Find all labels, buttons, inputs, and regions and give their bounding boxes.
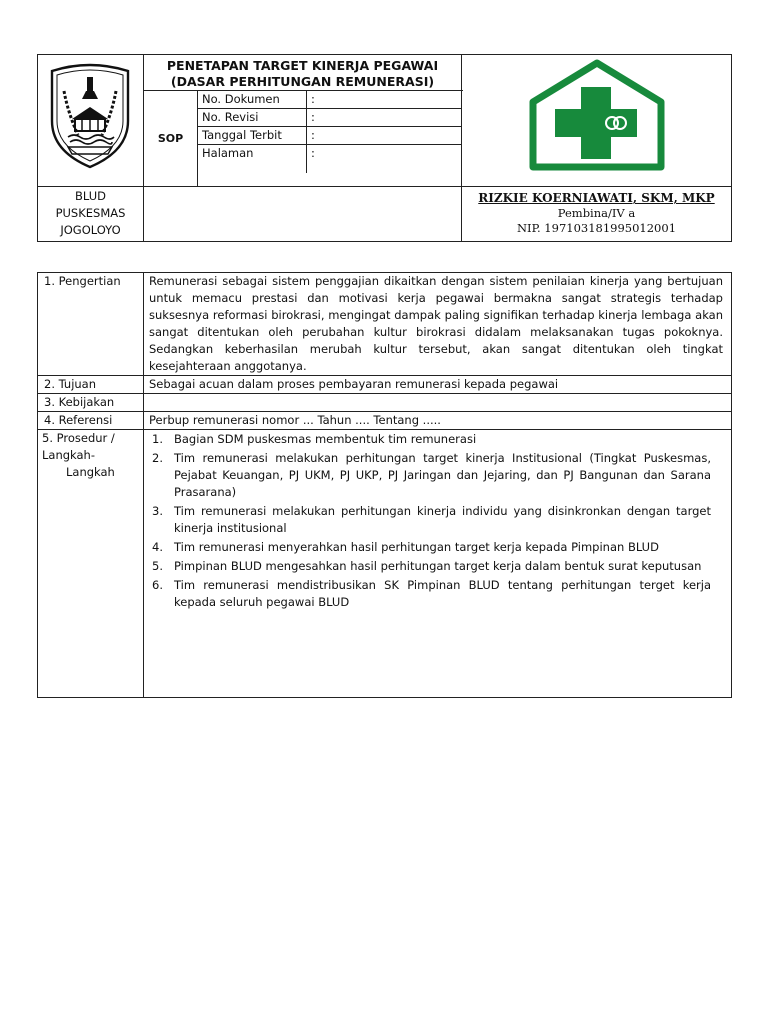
section-label: 3. Kebijakan (38, 394, 144, 412)
document-title-line1: PENETAPAN TARGET KINERJA PEGAWAI (166, 58, 439, 73)
right-logo-cell (462, 55, 732, 187)
step-text: Tim remunerasi melakukan perhitungan kinerja individu yang disinkronkan dengan target kinerja institusional (174, 504, 711, 535)
signatory-name: RIZKIE KOERNIAWATI, SKM, MKP (478, 191, 715, 206)
step-number: 1. (152, 432, 163, 446)
row-referensi (38, 412, 732, 430)
list-item (152, 558, 711, 575)
section-label (38, 430, 144, 698)
list-item (152, 450, 711, 501)
document-title-line2: (DASAR PERHITUNGAN REMUNERASI) (170, 74, 435, 89)
meta-value: : (307, 109, 462, 127)
row-pengertian (38, 273, 732, 376)
meta-label: No. Revisi (198, 109, 307, 127)
sop-content-table (37, 272, 732, 698)
meta-value: : (307, 91, 462, 109)
section-text: Sebagai acuan dalam proses pembayaran remunerasi kepada pegawai (144, 376, 732, 394)
meta-label: Halaman (198, 145, 307, 174)
row-prosedur (38, 430, 732, 698)
section-label: 2. Tujuan (38, 376, 144, 394)
section-text: Perbup remunerasi nomor ... Tahun .... Tentang ..... (144, 412, 732, 430)
step-number: 4. (152, 540, 163, 554)
sop-label: SOP (144, 91, 198, 187)
document-meta-table (198, 91, 461, 173)
org-line: JOGOLOYO (60, 223, 121, 238)
meta-row-no-dokumen (198, 91, 461, 109)
procedure-steps-list (144, 430, 731, 611)
list-item (152, 503, 711, 537)
meta-label: Tanggal Terbit (198, 127, 307, 145)
blank-cell (144, 186, 462, 241)
signatory-cell (462, 186, 732, 241)
puskesmas-cross-house-icon (462, 55, 730, 176)
step-text: Tim remunerasi menyerahkan hasil perhitungan target kerja kepada Pimpinan BLUD (174, 540, 659, 554)
section-text (144, 394, 732, 412)
list-item (152, 539, 711, 556)
meta-row-no-revisi (198, 109, 461, 127)
meta-row-halaman (198, 145, 461, 174)
org-line: BLUD (75, 189, 106, 204)
meta-label: No. Dokumen (198, 91, 307, 109)
step-text: Bagian SDM puskesmas membentuk tim remunerasi (174, 432, 477, 446)
jombang-regency-seal-icon (38, 55, 142, 176)
organization-cell (38, 186, 144, 241)
document-title-cell (144, 55, 462, 91)
step-text: Tim remunerasi melakukan perhitungan target kinerja Institusional (Tingkat Puskesmas, Pejabat Keuangan, PJ UKM, PJ UKP, PJ Jaringan dan Jejaring, dan PJ Bangunan dan Sarana Prasarana) (174, 451, 711, 499)
prosedur-label-line3: Langkah (66, 465, 115, 479)
step-number: 3. (152, 504, 163, 518)
meta-value: : (307, 145, 462, 174)
prosedur-steps-cell (144, 430, 732, 698)
section-text: Remunerasi sebagai sistem penggajian dikaitkan dengan sistem penilaian kinerja yang bertujuan untuk memacu prestasi dan motivasi kerja pegawai bermakna sangat strategis terhadap suksesnya reformasi birokrasi, mengingat dampak paling signifikan terhadap kinerja lembaga akan sangat ditentukan oleh perubahan kultur birokrasi didalam melaksanakan tugas pokoknya. Sedangkan keberhasilan merubah kultur tersebut, akan sangat ditentukan oleh tingkat kesejahteraan anggotanya. (144, 273, 732, 376)
step-number: 5. (152, 559, 163, 573)
left-logo-cell (38, 55, 144, 187)
step-number: 2. (152, 451, 163, 465)
prosedur-label-line1: 5. Prosedur / (42, 431, 115, 445)
document-meta-cell (198, 91, 462, 187)
meta-value: : (307, 127, 462, 145)
section-label: 1. Pengertian (38, 273, 144, 376)
step-text: Pimpinan BLUD mengesahkan hasil perhitungan target kerja dalam bentuk surat keputusan (174, 559, 702, 573)
list-item (152, 431, 711, 448)
step-text: Tim remunerasi mendistribusikan SK Pimpinan BLUD tentang perhitungan terget kerja kepada seluruh pegawai BLUD (174, 578, 711, 609)
row-kebijakan (38, 394, 732, 412)
row-tujuan (38, 376, 732, 394)
prosedur-label-line2: Langkah- (42, 448, 95, 462)
section-label: 4. Referensi (38, 412, 144, 430)
list-item (152, 577, 711, 611)
document-header (37, 54, 732, 242)
meta-row-tanggal-terbit (198, 127, 461, 145)
step-number: 6. (152, 578, 163, 592)
signatory-rank: Pembina/IV a (557, 206, 636, 221)
signatory-nip: NIP. 197103181995012001 (516, 221, 677, 236)
org-line: PUSKESMAS (55, 206, 126, 221)
